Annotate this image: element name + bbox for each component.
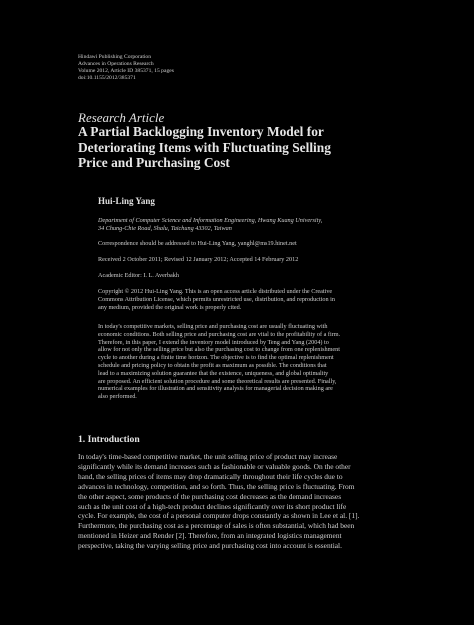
affiliation — [98, 217, 398, 233]
intro-line: such as the unit cost of a high-tech product declines significantly over its short product life — [78, 501, 347, 511]
intro-line: mentioned in Heizer and Render [2]. Therefore, from an integrated logistics management — [78, 531, 342, 541]
intro-line: hand, the selling prices of items may drop dramatically throughout their life cycles due to — [78, 471, 343, 481]
abstract-line: allow for not only the selling price but also the purchasing cost to change from one replenishment — [98, 346, 340, 354]
copyright-notice — [98, 288, 398, 311]
intro-line: Furthermore, the purchasing cost as a percentage of sales is often substantial, which had been — [78, 521, 355, 531]
intro-line: In today's time-based competitive market, the unit selling price of product may increase — [78, 452, 338, 461]
affiliation-line: Department of Computer Science and Information Engineering, Hwang Kuang University, — [98, 217, 323, 224]
abstract-line: economic conditions. Both selling price and purchasing cost are vital to the profitability of a firm. — [98, 330, 341, 338]
abstract — [98, 323, 398, 401]
intro-line: significantly while its demand increases such as fashionable or valuable goods. On the other — [78, 461, 351, 471]
intro-line: cycle. For example, the cost of a personal computer drops constantly as shown in Lee et al. [1]. — [78, 511, 360, 521]
correspondence: Correspondence should be addressed to Hui-Ling Yang, yanghl@ms19.hinet.net — [98, 240, 297, 247]
affiliation-line: 34 Chung-Chie Road, Shalu, Taichung 43302, Taiwan — [98, 224, 232, 232]
article-type: Research Article — [78, 110, 165, 125]
copyright-line: Copyright © 2012 Hui-Ling Yang. This is an open access article distributed under the Creative — [98, 288, 333, 295]
received-dates: Received 2 October 2011; Revised 12 January 2012; Accepted 14 February 2012 — [98, 256, 299, 263]
doi-line: doi:10.1155/2012/385371 — [78, 75, 136, 81]
abstract-line: Therefore, in this paper, I extend the inventory model introduced by Teng and Yang (2004) to — [98, 338, 329, 346]
paper-title — [78, 124, 398, 171]
copyright-line: Commons Attribution License, which permits unrestricted use, distribution, and reproduction in — [98, 295, 335, 303]
introduction-text — [78, 452, 408, 551]
journal-name: Advances in Operations Research — [78, 61, 154, 67]
section-heading-introduction: 1. Introduction — [78, 434, 140, 445]
copyright-line: any medium, provided the original work is properly cited. — [98, 303, 242, 311]
abstract-line: lead to a maximizing solution guarantee that the existence, uniqueness, and global optimality — [98, 369, 329, 377]
abstract-line: cycle to another during a finite time horizon. The objective is to find the optimal replenishment — [98, 354, 334, 362]
author-name: Hui-Ling Yang — [98, 196, 155, 206]
intro-line: advances in technology, competition, and so forth. Thus, the selling price is fluctuating. From — [78, 481, 355, 491]
intro-line: the other aspect, some products of the purchasing cost decreases as the demand increases — [78, 491, 342, 501]
publisher-line: Hindawi Publishing Corporation — [78, 54, 152, 60]
abstract-line: In today's competitive markets, selling price and purchasing cost are usually fluctuating with — [98, 323, 328, 330]
abstract-line: schedule and pricing policy to obtain the profit as maximum as possible. The conditions that — [98, 361, 327, 369]
title-line: Deteriorating Items with Fluctuating Selling — [78, 139, 331, 155]
academic-editor: Academic Editor: I. L. Averbakh — [98, 272, 179, 279]
journal-header — [78, 54, 378, 82]
abstract-line: also performed. — [98, 393, 137, 401]
title-line: A Partial Backlogging Inventory Model for — [78, 124, 324, 139]
intro-line: perspective, taking the varying selling price and purchasing cost into account is essential. — [78, 541, 342, 551]
volume-line: Volume 2012, Article ID 385371, 15 pages — [78, 68, 174, 74]
abstract-line: are proposed. An efficient solution procedure and some theoretical results are presented. Finally, — [98, 377, 337, 385]
abstract-line: numerical examples for illustration and sensitivity analysis for managerial decision making are — [98, 385, 333, 393]
title-line: Price and Purchasing Cost — [78, 155, 230, 170]
